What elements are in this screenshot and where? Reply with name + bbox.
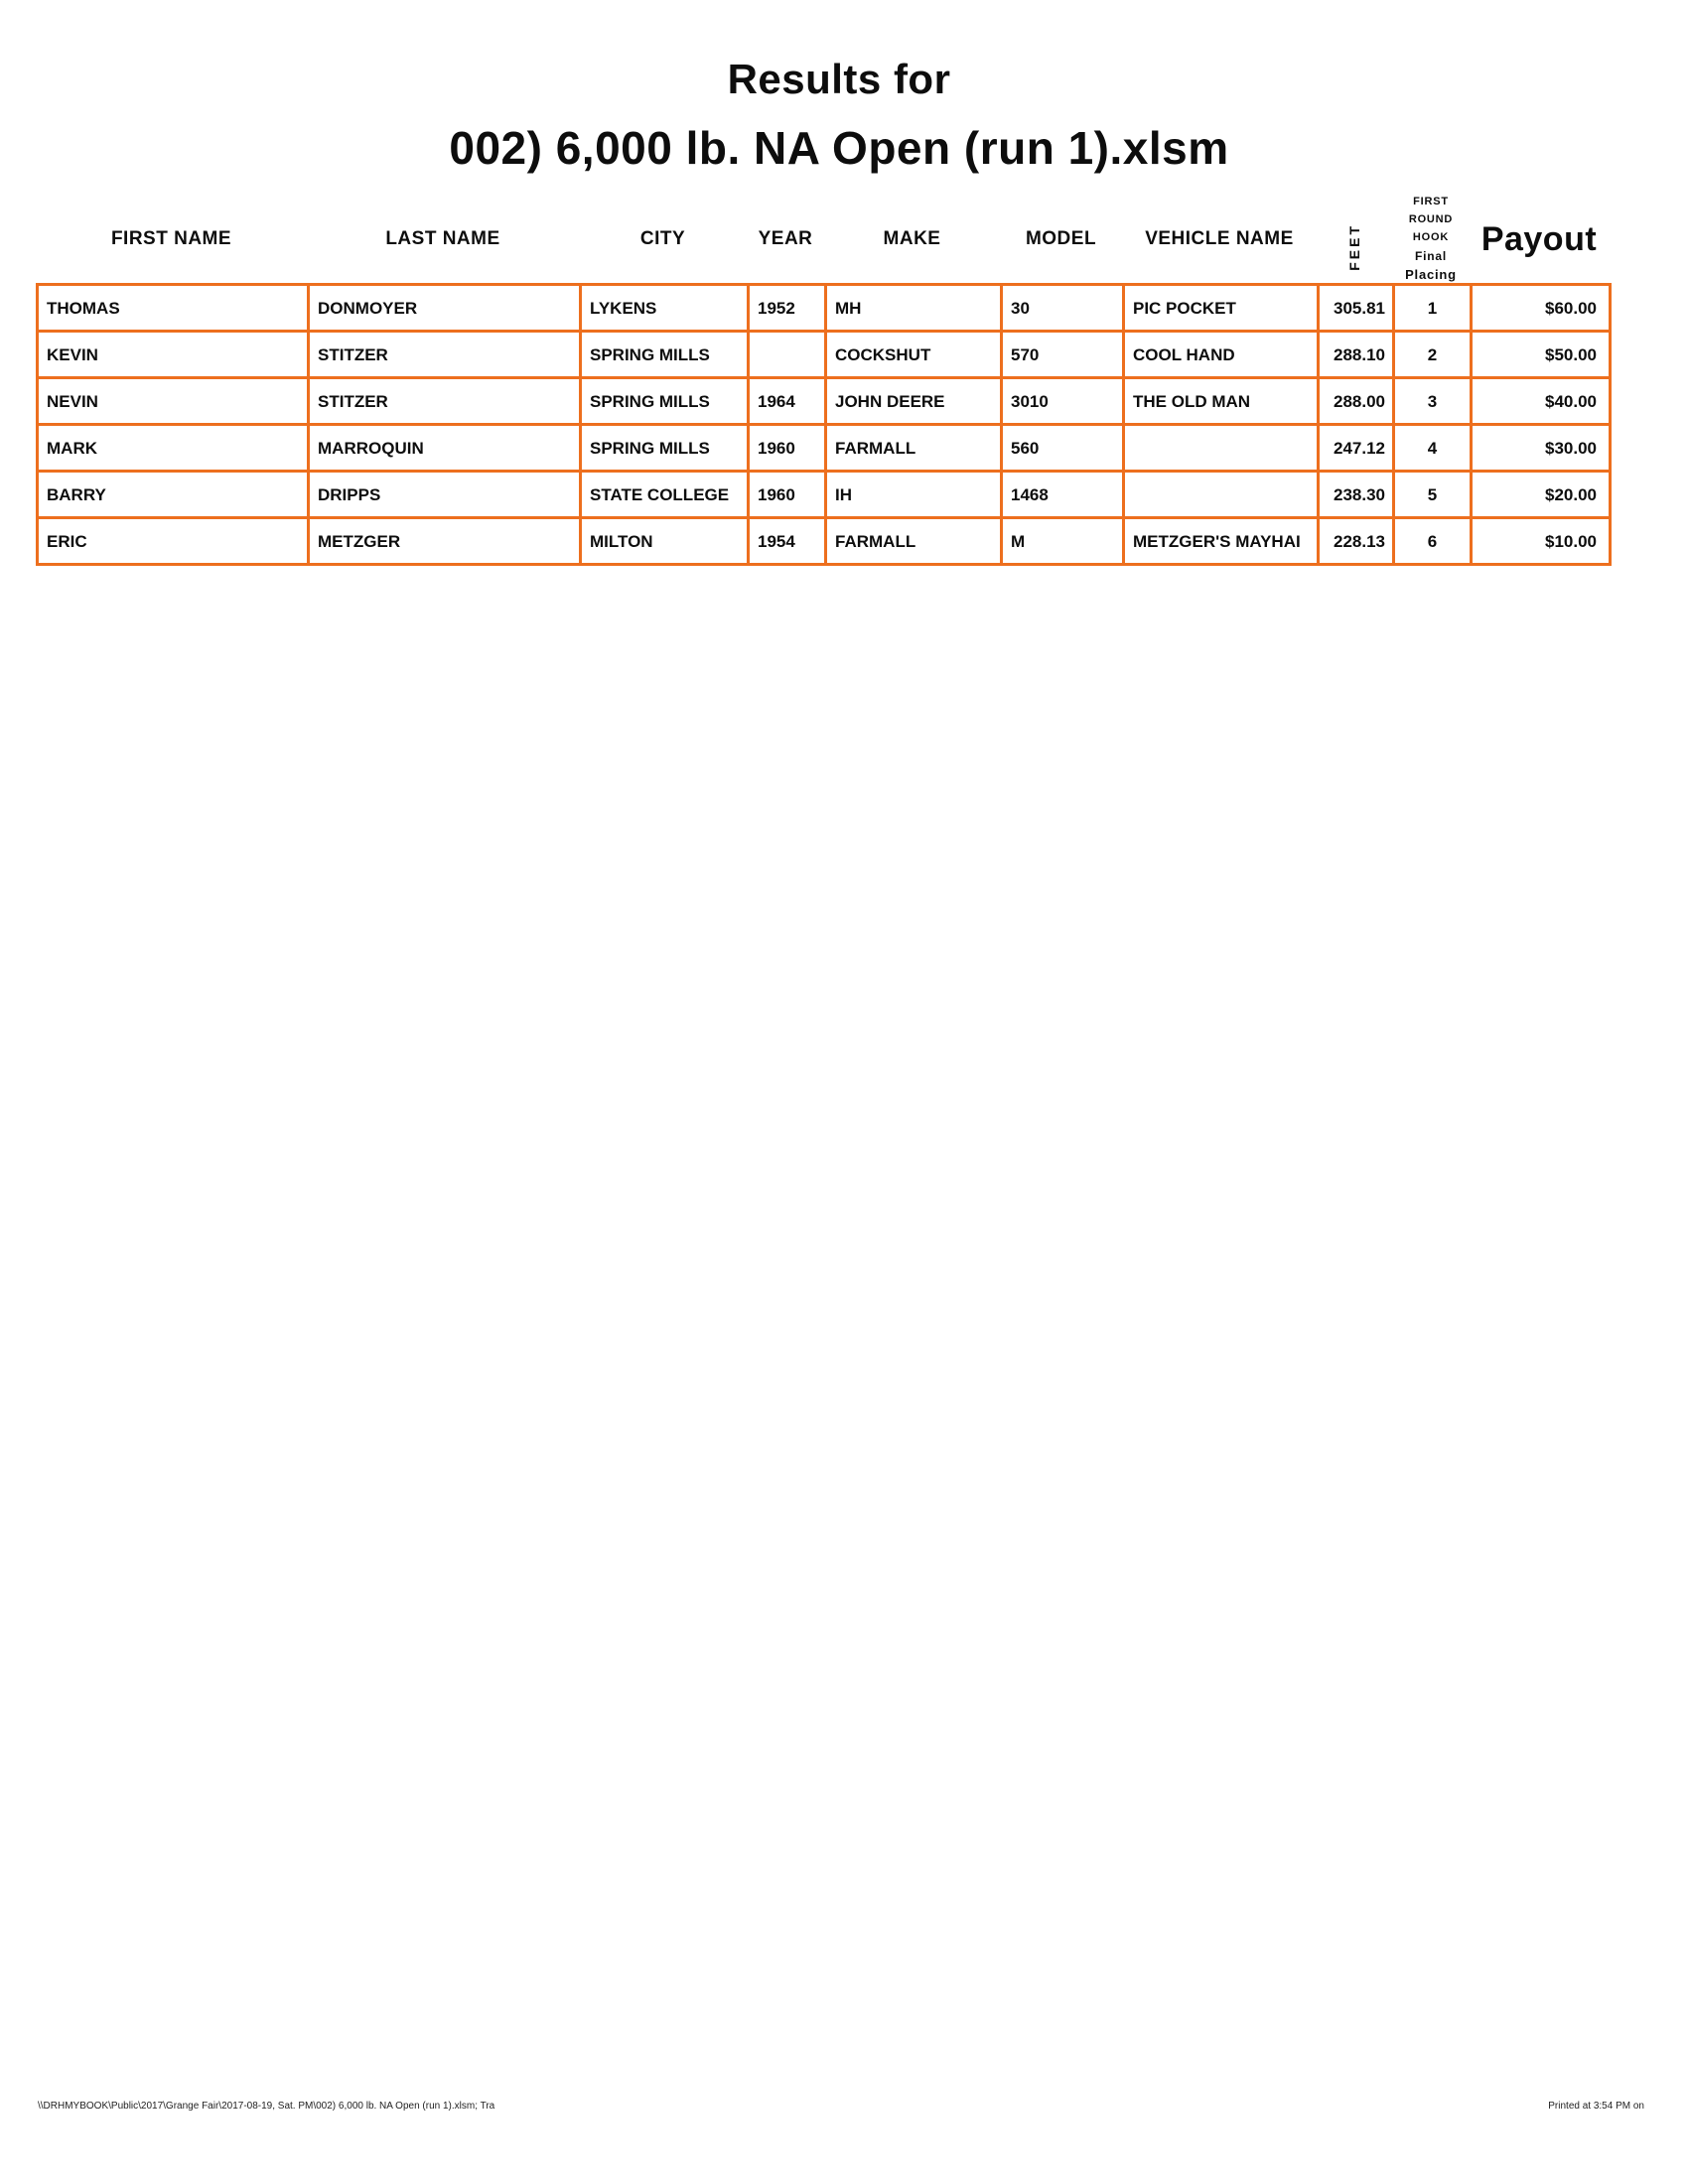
col-header-model: MODEL — [1025, 228, 1097, 249]
table-cell — [749, 332, 826, 378]
hook-header-line5: Placing — [1405, 267, 1457, 282]
table-cell: 247.12 — [1319, 425, 1394, 472]
table-cell: COOL HAND — [1124, 332, 1319, 378]
table-cell: $60.00 — [1472, 285, 1611, 332]
table-cell: MARK — [38, 425, 309, 472]
table-cell: 5 — [1394, 472, 1472, 518]
table-cell: MARROQUIN — [309, 425, 581, 472]
table-header-row — [36, 189, 1609, 283]
table-cell: DONMOYER — [309, 285, 581, 332]
table-row — [38, 425, 1611, 472]
table-cell: $50.00 — [1472, 332, 1611, 378]
table-cell: METZGER'S MAYHAI — [1124, 518, 1319, 565]
table-cell: DRIPPS — [309, 472, 581, 518]
table-cell: STATE COLLEGE — [581, 472, 749, 518]
table-cell: 1960 — [749, 472, 826, 518]
col-header-city: CITY — [639, 228, 686, 249]
col-header-payout: Payout — [1480, 220, 1598, 258]
hook-header-line1: FIRST — [1413, 196, 1449, 207]
table-cell — [1124, 472, 1319, 518]
table-cell: IH — [826, 472, 1002, 518]
table-cell: 1952 — [749, 285, 826, 332]
table-cell: 1964 — [749, 378, 826, 425]
table-cell: STITZER — [309, 332, 581, 378]
col-header-feet — [1317, 189, 1392, 283]
col-header-first-name: FIRST NAME — [110, 228, 232, 249]
results-table — [36, 283, 1612, 566]
col-header-vehicle-name: VEHICLE NAME — [1145, 228, 1294, 249]
feet-rotated-label: FEET — [1346, 223, 1362, 271]
table-cell: COCKSHUT — [826, 332, 1002, 378]
table-cell — [1124, 425, 1319, 472]
table-cell: $30.00 — [1472, 425, 1611, 472]
table-cell: FARMALL — [826, 425, 1002, 472]
table-cell: NEVIN — [38, 378, 309, 425]
table-cell: 1960 — [749, 425, 826, 472]
footer-file-path: \\DRHMYBOOK\Public\2017\Grange Fair\2017-08-19, Sat. PM\002) 6,000 lb. NA Open (run 1).xlsm; Tra — [38, 2101, 495, 2112]
table-cell: 1468 — [1002, 472, 1124, 518]
table-cell: 3010 — [1002, 378, 1124, 425]
table-cell: 238.30 — [1319, 472, 1394, 518]
table-cell: MH — [826, 285, 1002, 332]
table-cell: 570 — [1002, 332, 1124, 378]
table-row — [38, 285, 1611, 332]
table-cell: 3 — [1394, 378, 1472, 425]
table-cell: PIC POCKET — [1124, 285, 1319, 332]
table-cell: SPRING MILLS — [581, 332, 749, 378]
table-row — [38, 332, 1611, 378]
table-cell: MILTON — [581, 518, 749, 565]
col-header-make: MAKE — [883, 228, 941, 249]
table-cell: $40.00 — [1472, 378, 1611, 425]
col-header-year: YEAR — [758, 228, 813, 249]
table-cell: 560 — [1002, 425, 1124, 472]
table-cell: ERIC — [38, 518, 309, 565]
table-cell: 288.10 — [1319, 332, 1394, 378]
table-cell: 288.00 — [1319, 378, 1394, 425]
table-cell: METZGER — [309, 518, 581, 565]
page-subtitle-filename: 002) 6,000 lb. NA Open (run 1).xlsm — [449, 122, 1229, 174]
table-row — [38, 378, 1611, 425]
table-cell: 1954 — [749, 518, 826, 565]
table-cell: STITZER — [309, 378, 581, 425]
col-header-first-round-hook — [1392, 189, 1470, 283]
table-cell: SPRING MILLS — [581, 378, 749, 425]
table-cell: KEVIN — [38, 332, 309, 378]
table-cell: JOHN DEERE — [826, 378, 1002, 425]
table-cell: 1 — [1394, 285, 1472, 332]
table-row — [38, 518, 1611, 565]
hook-header-line4: Final — [1414, 249, 1447, 263]
table-cell: FARMALL — [826, 518, 1002, 565]
table-cell: 305.81 — [1319, 285, 1394, 332]
page-title: Results for — [727, 56, 951, 102]
table-cell: THOMAS — [38, 285, 309, 332]
table-cell: 4 — [1394, 425, 1472, 472]
col-header-last-name: LAST NAME — [385, 228, 500, 249]
table-cell: BARRY — [38, 472, 309, 518]
table-cell: LYKENS — [581, 285, 749, 332]
table-cell: SPRING MILLS — [581, 425, 749, 472]
hook-header-line2: ROUND — [1408, 213, 1454, 225]
table-cell: $10.00 — [1472, 518, 1611, 565]
table-cell: $20.00 — [1472, 472, 1611, 518]
table-cell: 228.13 — [1319, 518, 1394, 565]
table-cell: M — [1002, 518, 1124, 565]
table-cell: 6 — [1394, 518, 1472, 565]
table-cell: THE OLD MAN — [1124, 378, 1319, 425]
table-cell: 2 — [1394, 332, 1472, 378]
table-cell: 30 — [1002, 285, 1124, 332]
table-row — [38, 472, 1611, 518]
footer-printed-timestamp: Printed at 3:54 PM on — [1548, 2101, 1644, 2112]
hook-header-line3: HOOK — [1412, 231, 1450, 243]
